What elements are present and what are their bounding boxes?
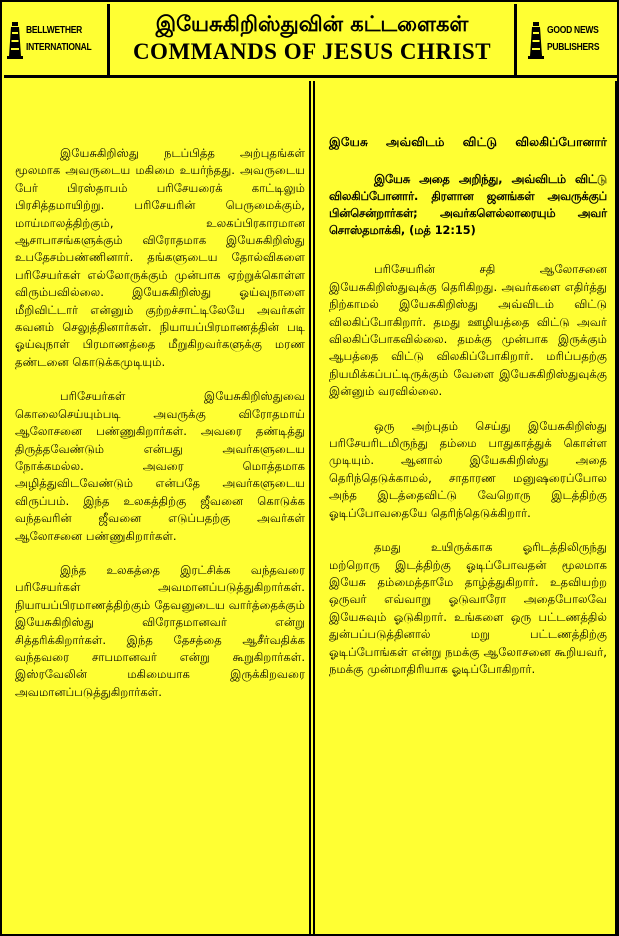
title-english: COMMANDS OF JESUS CHRIST <box>132 39 492 64</box>
right-paragraph-1: பரிசேயரின் சதி ஆலோசனை இயேசுகிறிஸ்துவுக்கு தெரிகிறது. அவர்களை எதிர்த்து நிற்காமல் இயேசுகிறிஸ்து அவ்விடம் விட்டு விலகிப்போகிறார். தமது ஊழியத்தை விட்டு அவர் விலகிப்போகவில்லை. தமக்கு முன்பாக இருக்கும் ஆபத்தை விட்டு விலகிப்போகிறார். மரிப்பதற்கு நியமிக்கப்பட்டிருக்கும் வேளை இயேசுகிறிஸ்துவுக்கு இன்னும் வரவில்லை. <box>329 262 607 399</box>
lighthouse-icon <box>7 20 23 60</box>
header <box>4 4 619 78</box>
left-column <box>4 81 311 934</box>
left-column-text <box>15 145 305 718</box>
left-paragraph-1: இயேசுகிறிஸ்து நடப்பித்த அற்புதங்கள் மூலமாக அவருடைய மகிமை உயர்ந்தது. அவருடைய பேர் பிரஸ்தாபம் பரிசேயரைக் காட்டிலும் பிரசித்தமாயிற்று. பரிசேயரின் பெருமைக்கும், மாய்மாலத்திற்கும், உலகப்பிரகாரமான ஆசாபாசங்களுக்கும் விரோதமாக இயேசுகிறிஸ்து உபதேசம்பண்ணினார். தங்களுடைய தோல்விகளை பரிசேயர்கள் எல்லோருக்கும் முன்பாக ஏற்றுக்கொள்ள விரும்பவில்லை. இயேசுகிறிஸ்து ஓய்வுநாளை மீறிவிட்டார் என்னும் குற்றச்சாட்டிலேயே அவர்கள் கவனம் செலுத்தினார்கள். நியாயப்பிரமாணத்தின் படி ஓய்வுநாள் பிரமாணத்தை மீறுகிறவர்களுக்கு மரண தண்டனை கொடுக்கமுடியும். <box>15 146 305 369</box>
right-paragraph-3: தமது உயிருக்காக ஓரிடத்திலிருந்து மற்றொரு இடத்திற்கு ஓடிப்போவதன் மூலமாக இயேசு தம்மைத்தாமே தாழ்த்துகிறார். உதவியற்ற ஒருவர் எவ்வாறு ஓடுவாரோ அதைபோலவே இயேசுவும் ஓடுகிறார். உங்களை ஒரு பட்டணத்தில் துன்பப்படுத்தினால் மறு பட்டணத்திற்கு ஓடிப்போங்கள் என்று நமக்கு ஆலோசனை கூறியவர், நமக்கு முன்மாதிரியாக ஓடிப்போகிறார். <box>329 540 607 676</box>
good-news-logo <box>514 4 619 75</box>
lighthouse-icon <box>528 20 544 60</box>
left-paragraph-2: பரிசேயர்கள் இயேசுகிறிஸ்துவை கொலைசெய்யும்படி அவருக்கு விரோதமாய் ஆலோசனை பண்ணுகிறார்கள். அவரை தண்டித்து திருத்தவேண்டும் என்பது அவர்களுடைய நோக்கமல்ல. அவரை மொத்தமாக அழித்துவிடவேண்டும் என்பதே அவர்களுடைய விருப்பம். இந்த உலகத்திற்கு ஜீவனை கொடுக்க வந்தவரின் ஜீவனை எடுப்பதற்கு அவர்கள் ஆலோசனை பண்ணுகிறார்கள். <box>15 389 305 543</box>
bellwether-logo <box>4 4 110 75</box>
scripture-verse: இயேசு அதை அறிந்து, அவ்விடம் விட்டு விலகிப்போனார். திரளான ஜனங்கள் அவருக்குப் பின்சென்றார்கள்; அவர்களெல்லாரையும் அவர் சொஸ்தமாக்கி, (மத் 12:15) <box>329 173 607 238</box>
left-logo-line2: INTERNATIONAL <box>26 42 92 53</box>
right-column-text <box>329 134 607 695</box>
right-column <box>313 81 617 934</box>
left-paragraph-3: இந்த உலகத்தை இரட்சிக்க வந்தவரை பரிசேயர்கள் அவமானப்படுத்துகிறார்கள். நியாயப்பிரமாணத்திற்கும் தேவனுடைய வார்த்தைக்கும் இயேசுகிறிஸ்து விரோதமானவர் என்று சித்தரிக்கிறார்கள். இந்த தேசத்தை ஆசீர்வதிக்க வந்தவரை சாபமானவர் என்று கூறுகிறார்கள். இஸ்ரவேலின் மகிமையாக இருக்கிறவரை அவமானப்படுத்துகிறார்கள். <box>15 562 305 699</box>
right-logo-line1: GOOD NEWS <box>546 25 599 36</box>
title-tamil: இயேசுகிறிஸ்துவின் கட்டளைகள் <box>155 12 469 36</box>
title-block <box>110 4 514 75</box>
left-logo-line1: BELLWETHER <box>26 25 83 36</box>
right-logo-line2: PUBLISHERS <box>546 42 600 53</box>
right-paragraph-2: ஒரு அற்புதம் செய்து இயேசுகிறிஸ்து பரிசேயரிடமிருந்து தம்மை பாதுகாத்துக் கொள்ள முடியும். ஆனால் இயேசுகிறிஸ்து அதை தெரிந்தெடுக்காமல், சாதாரண மனுஷரைப்போல அந்த இடத்தைவிட்டு வேறொரு இடத்திற்கு ஓடிப்போவதையே தெரிந்தெடுக்கிறார். <box>329 418 607 520</box>
section-heading: இயேசு அவ்விடம் விட்டு விலகிப்போனார் <box>329 135 607 149</box>
